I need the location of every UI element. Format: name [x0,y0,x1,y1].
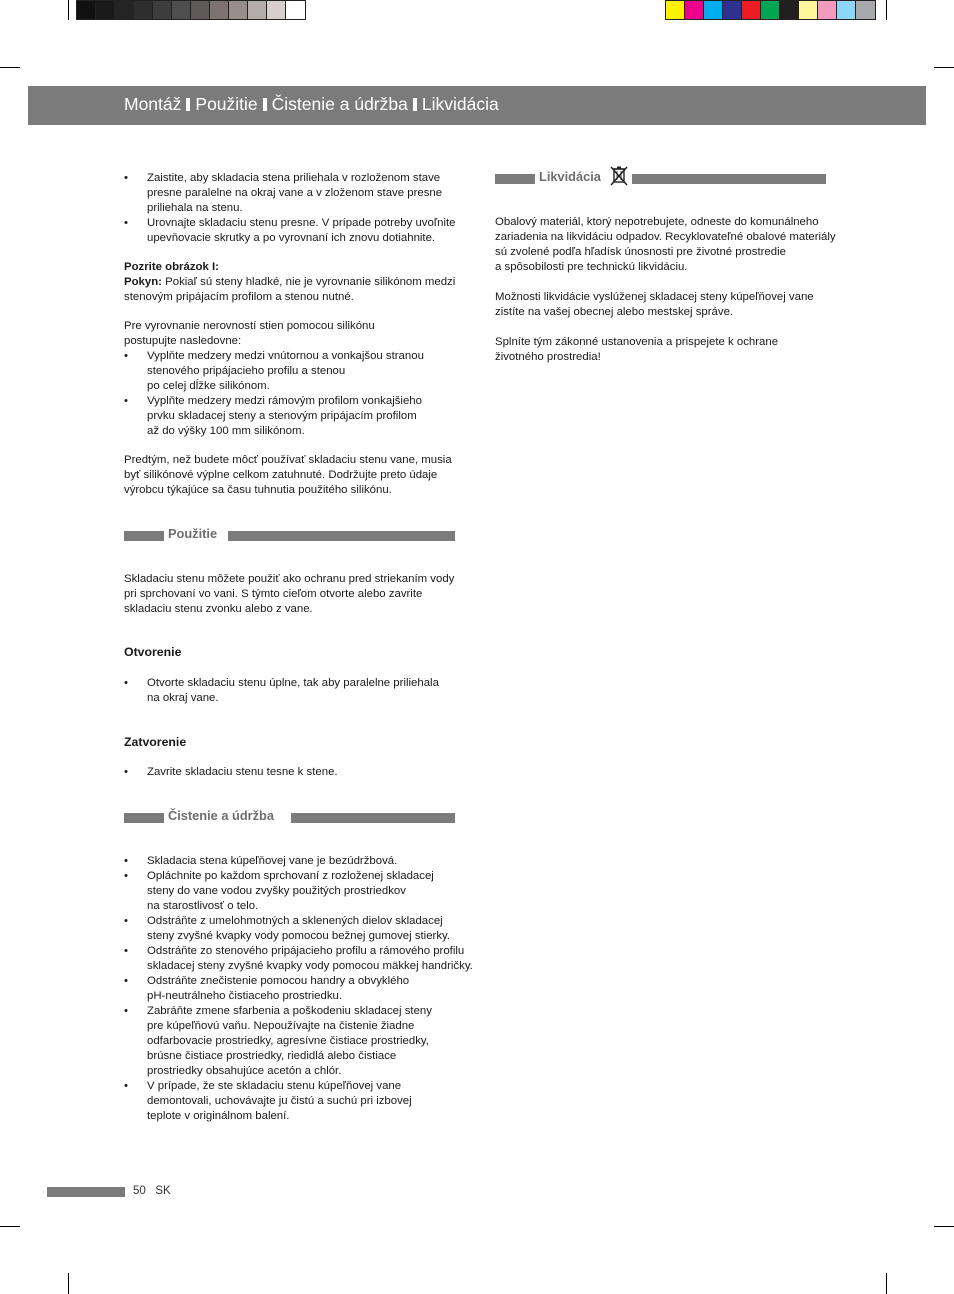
list-item [124,171,480,216]
color-swatch [134,1,153,19]
color-swatch [723,1,742,19]
text-line: odfarbovacie prostriedky, agresívne čistiace prostriedky, [147,1035,429,1047]
color-swatch [286,1,305,19]
color-swatch [818,1,837,19]
usage-text [124,572,480,617]
text-line: • Odstráňte znečistenie pomocou handry a obvyklého [147,975,410,987]
text-line: • Skladacia stena kúpeľňovej vane je bezúdržbová. [147,855,398,867]
text-line: Obalový materiál, ktorý nepotrebujete, odneste do komunálneho [495,216,819,228]
text-line: zariadenia na likvidáciu odpadov. Recyklovateľné obalové materiály [495,231,836,243]
text-line: brúsne čistiace prostriedky, riedidlá alebo čistiace [147,1050,397,1062]
color-swatch [742,1,761,19]
section-header-usage [124,528,455,542]
page-footer [133,1185,171,1197]
text-line: Možnosti likvidácie vyslúženej skladacej steny kúpeľňovej vane [495,291,814,303]
text-line: • Zavrite skladaciu stenu tesne k stene. [147,766,338,778]
crop-mark [68,0,69,20]
text-line: skladaciu stenu zvonku alebo z vane. [124,603,313,615]
color-swatch [856,1,875,19]
text-line: stenovým pripájacím profilom a stenou nutné. [124,291,354,303]
color-swatch [837,1,856,19]
text-line: prvku skladacej steny a stenovým pripájacím profilom [147,410,417,422]
text-line: byť silikónové výplne celkom zatuhnuté. Dodržujte preto údaje [124,469,438,481]
footer-bar [47,1187,125,1197]
section-bar [124,531,164,541]
section-title: Likvidácia [539,169,601,184]
text-line: presne paralelne na okraj vane a v zloženom stave presne [147,187,443,199]
section-bar [291,813,455,823]
grayscale-calibration-bar [76,0,306,20]
color-swatch [761,1,780,19]
crop-mark [934,1226,954,1227]
color-swatch [115,1,134,19]
section-bar [228,531,455,541]
color-swatch [229,1,248,19]
list-item [124,216,480,246]
disposal-text [495,215,855,365]
color-swatch [799,1,818,19]
list-item [124,1079,484,1124]
list-item [124,394,480,439]
list-item [124,1004,484,1079]
section-bar [632,174,826,184]
closing-heading: Zatvorenie [124,735,187,749]
list-item [124,914,484,944]
hint-label: Pokyn: [124,276,162,288]
text-line: na starostlivosť o telo. [147,900,259,912]
opening-heading: Otvorenie [124,645,182,659]
text-line: demontovali, uchovávajte ju čistú a suchú pri izbovej [147,1095,412,1107]
color-swatch [77,1,96,19]
list-item [124,944,484,974]
text-line: • Otvorte skladaciu stenu úplne, tak aby paralelne priliehala [147,677,439,689]
section-header-cleaning [124,810,455,824]
text-line: • Vyplňte medzery medzi rámovým profilom vonkajšieho [147,395,422,407]
text-line: výrobcu týkajúce sa času tuhnutia použitého silikónu. [124,484,392,496]
text-line: pri sprchovaní vo vani. S týmto cieľom otvorte alebo zavrite [124,588,423,600]
text-line: stenového pripájacieho profilu a stenou [147,365,346,377]
crop-mark [0,67,20,68]
color-swatch [96,1,115,19]
header-separator [413,98,417,111]
curing-note [124,453,480,498]
header-section-usage: Použitie [195,94,258,114]
list-item [124,676,480,706]
color-swatch [780,1,799,19]
text-line: skladacej steny zvyšné kvapky vody pomocou mäkkej handričky. [147,960,473,972]
figure-note [124,260,480,305]
text-line: Pre vyrovnanie nerovností stien pomocou silikónu [124,320,375,332]
text-line: životného prostredia! [495,351,601,363]
header-separator [186,98,190,111]
text-line: • Vyplňte medzery medzi vnútornou a vonkajšou stranou [147,350,424,362]
text-line: priliehala na stenu. [147,202,243,214]
list-item [124,869,484,914]
text-line: zistíte na vašej obecnej alebo mestskej správe. [495,306,734,318]
header-section-cleaning: Čistenie a údržba [271,94,408,114]
text-line: až do výšky 100 mm silikónom. [147,425,305,437]
text-line: • Odstráňte z umelohmotných a sklenených dielov skladacej [147,915,443,927]
text-line: prostriedky obsahujúce acetón a chlór. [147,1065,342,1077]
figure-reference: Pozrite obrázok I: [124,261,219,273]
section-title: Použitie [168,526,218,541]
list-item [124,854,484,869]
process-color-calibration-bar [665,0,876,20]
text-line: steny zvyšné kvapky vody pomocou bežnej gumovej stierky. [147,930,451,942]
text-line: • Zabráňte zmene sfarbenia a poškodeniu skladacej steny [147,1005,432,1017]
text-line: upevňovacie skrutky a po vyrovnaní ich znovu dotiahnite. [147,232,436,244]
color-swatch [191,1,210,19]
section-title: Čistenie a údržba [168,808,274,823]
section-header-disposal [495,171,826,185]
chapter-title [124,94,499,115]
color-swatch [685,1,704,19]
color-swatch [666,1,685,19]
opening-list [124,676,480,706]
chapter-header [28,86,926,125]
list-item [124,974,484,1004]
text-line: postupujte nasledovne: [124,335,242,347]
color-swatch [248,1,267,19]
page-number: 50 [133,1185,146,1197]
text-line: • V prípade, že ste skladaciu stenu kúpeľňovej vane [147,1080,402,1092]
cleaning-list [124,854,484,1124]
crop-mark [0,1226,20,1227]
text-line: Skladaciu stenu môžete použiť ako ochranu pred striekaním vody [124,573,455,585]
crop-mark [68,1273,69,1294]
header-separator [263,98,267,111]
list-item [124,765,480,780]
text-line: teplote v originálnom balení. [147,1110,290,1122]
header-section-assembly: Montáž [124,94,182,114]
crop-mark [886,0,887,20]
text-line: Splníte tým zákonné ustanovenia a prispejete k ochrane [495,336,779,348]
language-code: SK [155,1185,171,1197]
text-line: • Odstráňte zo stenového pripájacieho profilu a rámového profilu [147,945,465,957]
color-swatch [172,1,191,19]
text-line: Predtým, než budete môcť používať skladaciu stenu vane, musia [124,454,452,466]
header-section-disposal: Likvidácia [421,94,499,114]
color-swatch [153,1,172,19]
text-line: • Zaistite, aby skladacia stena priliehala v rozloženom stave [147,172,441,184]
section-bar [495,174,535,184]
closing-list [124,765,480,780]
section-bar [124,813,164,823]
text-line: • Urovnajte skladaciu stenu presne. V prípade potreby uvoľnite [147,217,456,229]
color-swatch [704,1,723,19]
text-line: • Opláchnite po každom sprchovaní z rozloženej skladacej [147,870,434,882]
list-item [124,349,480,394]
color-swatch [267,1,286,19]
text-line: a spôsobilosti pre technickú likvidáciu. [495,261,688,273]
text-line: steny do vane vodou zvyšky použitých prostriedkov [147,885,406,897]
text-line: sú zvolené podľa hľadísk únosnosti pre životné prostredie [495,246,786,258]
text-line: Pokiaľ sú steny hladké, nie je vyrovnanie silikónom medzi [161,276,456,288]
text-line: pH-neutrálneho čistiaceho prostriedku. [147,990,343,1002]
text-line: na okraj vane. [147,692,219,704]
intro-bullet-list [124,171,480,246]
color-swatch [210,1,229,19]
crossed-bin-icon [610,165,628,187]
crop-mark [934,67,954,68]
text-line: pre kúpeľňovú vaňu. Nepoužívajte na čistenie žiadne [147,1020,415,1032]
text-line: po celej dĺžke silikónom. [147,380,270,392]
crop-mark [886,1273,887,1294]
silicone-instructions [124,319,480,439]
